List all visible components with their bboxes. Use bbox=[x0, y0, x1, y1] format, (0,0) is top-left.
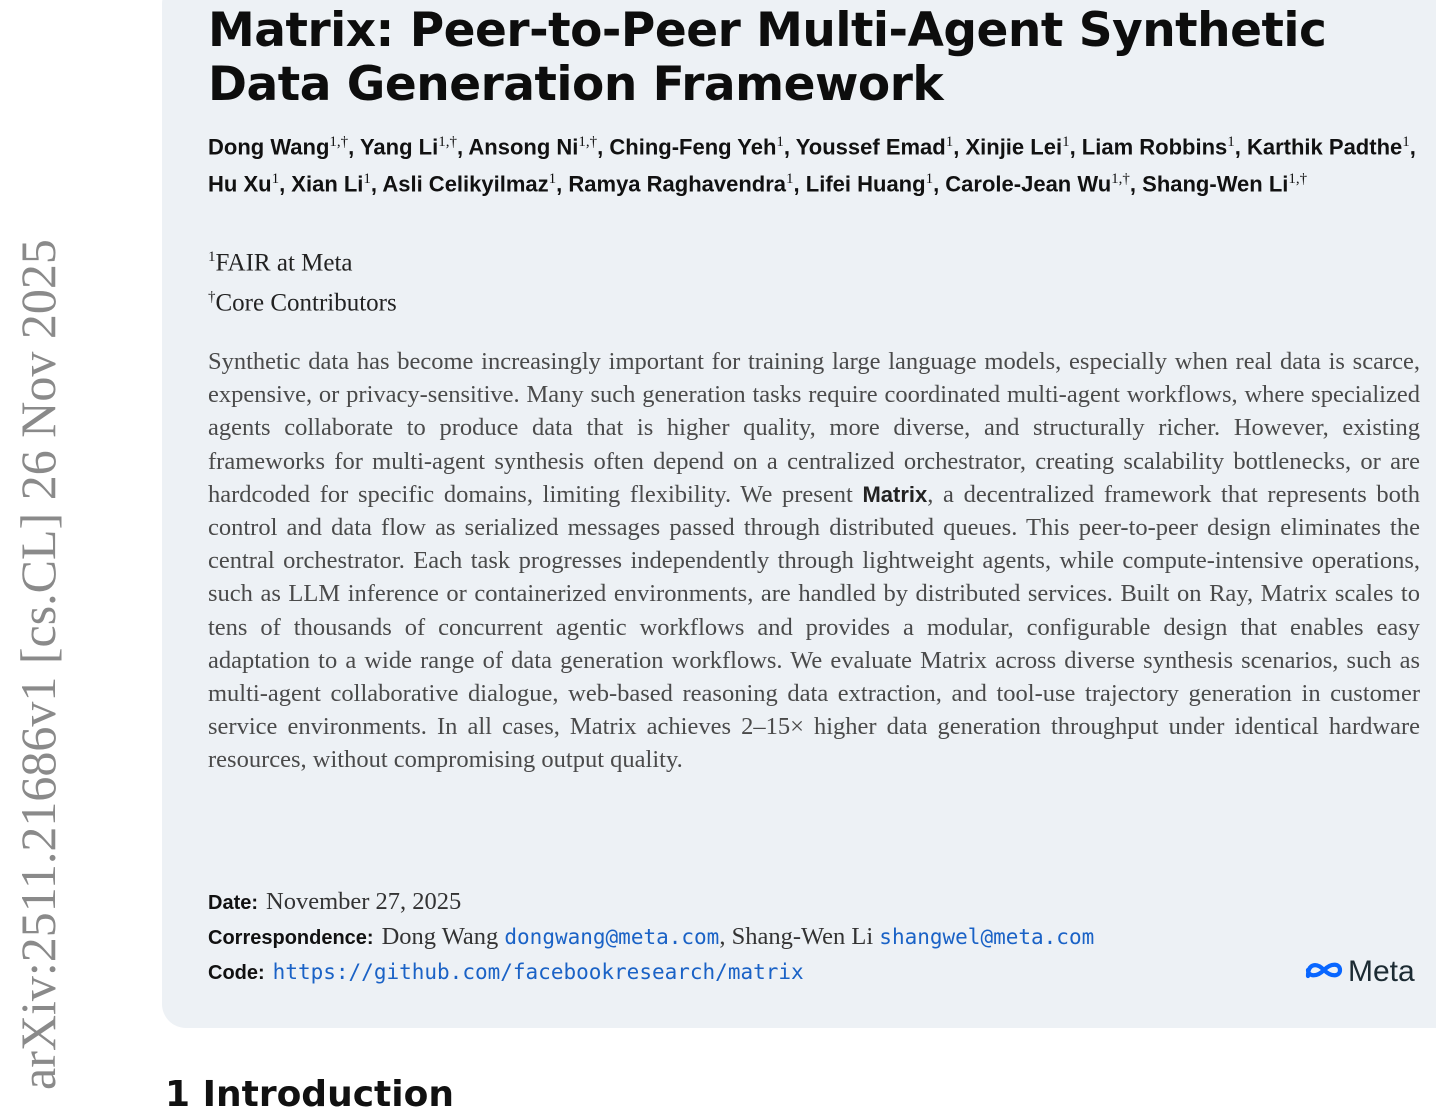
paper-title: Matrix: Peer-to-Peer Multi-Agent Synthetic Data Generation Framework bbox=[208, 3, 1327, 112]
code-label: Code: bbox=[208, 962, 265, 984]
author-affiliation-mark: 1 bbox=[1227, 134, 1235, 150]
author-name: Karthik Padthe bbox=[1246, 134, 1403, 160]
section-heading: 1 Introduction bbox=[165, 1074, 454, 1115]
author-affiliation-mark: 1,† bbox=[1288, 171, 1308, 188]
author-affiliation-mark: 1 bbox=[776, 134, 784, 150]
arxiv-identifier-stamp: arXiv:2511.21686v1 [cs.CL] 26 Nov 2025 bbox=[10, 239, 66, 1090]
contact-email-link[interactable]: dongwang@meta.com bbox=[504, 925, 720, 949]
separator: , bbox=[719, 923, 726, 950]
meta-logo-text: Meta bbox=[1348, 955, 1415, 988]
contact-email-link[interactable]: shangwel@meta.com bbox=[879, 925, 1095, 949]
author-affiliation-mark: 1,† bbox=[578, 134, 598, 150]
author-affiliation-mark: 1 bbox=[925, 171, 934, 188]
affiliation-fair bbox=[208, 240, 397, 280]
author-name: Ching-Feng Yeh bbox=[609, 134, 777, 160]
author-affiliation-mark: 1 bbox=[1402, 134, 1410, 150]
contact-name: Shang-Wen Li bbox=[731, 923, 874, 950]
author-list: Dong Wang$^{1,\dagger}$, Yang $Li^{1,\dagger}$, Ansong $Ni^{1,\dagger}$, Ching-Feng Yeh$^1$, Youssef Emad$^1$, Xinjie Lei$^1$, Liam Robbins$^1$, Karthik Padthe$^1$, Hu Xu$^1$, Xian Li$^1$, Asli Celikyilmaz$^1$, Ramya Raghavendra$^1$, Lifei Huang$^1$, Carole-Jean $Wu^{1,\dagger}$, Shang-Wen $Li^{1,\dagger}$ bbox=[208, 134, 1416, 197]
author-name: Dong Wang bbox=[208, 134, 330, 160]
affiliation-text: FAIR at Meta bbox=[215, 249, 353, 277]
abstract bbox=[208, 345, 1420, 777]
author-name: Ramya Raghavendra bbox=[568, 171, 787, 197]
affiliation-core bbox=[208, 280, 397, 320]
author-name: Lifei Huang bbox=[805, 171, 926, 197]
author-name: Xian Li bbox=[291, 171, 364, 197]
author-name: Ansong Ni bbox=[468, 134, 579, 160]
abstract-text-part: Synthetic data has become increasingly important for training large language models, especially when real data is scarce, expensive, or privacy-sensitive. Many such generation tasks require coordinated multi-agent workflows, where specialized agents collaborate to produce data that is higher quality, more diverse, and structurally richer. However, existing frameworks for multi-agent synthesis often depend on a centralized orchestrator, creating scalability bottlenecks, or are hardcoded for specific domains, limiting flexibility. We present bbox=[208, 348, 1420, 508]
author-affiliation-mark: 1 bbox=[945, 134, 954, 150]
author-name: Carole-Jean Wu bbox=[945, 171, 1112, 197]
meta-infinity-icon bbox=[1304, 958, 1344, 986]
author-affiliation-mark: 1,† bbox=[438, 134, 457, 150]
affiliation-mark: 1 bbox=[208, 249, 216, 265]
paper-metadata bbox=[208, 885, 1094, 990]
author-affiliation-mark: 1 bbox=[271, 171, 280, 188]
author-affiliation-mark: 1,† bbox=[329, 134, 349, 150]
affiliations bbox=[208, 240, 397, 321]
author-affiliation-mark: 1,† bbox=[1111, 171, 1130, 188]
code-repo-link[interactable]: https://github.com/facebookresearch/matrix bbox=[272, 960, 804, 984]
author-name: Shang-Wen Li bbox=[1142, 171, 1289, 197]
author-name: Youssef Emad bbox=[795, 134, 946, 160]
affiliation-text: Core Contributors bbox=[215, 289, 397, 317]
abstract-text-part: , a decentralized framework that represents both control and data flow as serialized messages passed through distributed queues. This peer-to-peer design eliminates the central orchestrator. Each task progresses independently through lightweight agents, while compute-intensive operations, such as LLM inference or containerized environments, are handled by distributed services. Built on Ray, Matrix scales to tens of thousands of concurrent agentic workflows and provides a modular, configurable design that enables easy adaptation to a wide range of data generation workflows. We evaluate Matrix across diverse synthesis scenarios, such as multi-agent collaborative dialogue, web-based reasoning data extraction, and tool-use trajectory generation in customer service environments. In all cases, Matrix achieves 2–15× higher data generation throughput under identical hardware resources, without compromising output quality. bbox=[208, 480, 1420, 774]
date-label: Date: bbox=[208, 892, 259, 914]
author-name: Yang Li bbox=[359, 134, 439, 160]
date-line bbox=[208, 885, 1094, 920]
author-name: Liam Robbins bbox=[1081, 134, 1228, 160]
author-affiliation-mark: 1 bbox=[786, 171, 794, 188]
author-name: Hu Xu bbox=[208, 171, 272, 197]
author-affiliation-mark: 1 bbox=[548, 171, 557, 188]
author-name: Xinjie Lei bbox=[965, 134, 1063, 160]
correspondence-line bbox=[208, 920, 1094, 955]
correspondence-label: Correspondence: bbox=[208, 927, 374, 949]
author-affiliation-mark: 1 bbox=[363, 171, 371, 188]
author-affiliation-mark: 1 bbox=[1062, 134, 1070, 150]
contact-name: Dong Wang bbox=[381, 923, 499, 950]
author-name: Asli Celikyilmaz bbox=[382, 171, 549, 197]
date-value: November 27, 2025 bbox=[266, 888, 462, 915]
code-line bbox=[208, 955, 1094, 990]
meta-logo bbox=[1304, 954, 1415, 990]
abstract-framework-name: Matrix bbox=[862, 481, 928, 507]
affiliation-mark: † bbox=[208, 289, 216, 306]
